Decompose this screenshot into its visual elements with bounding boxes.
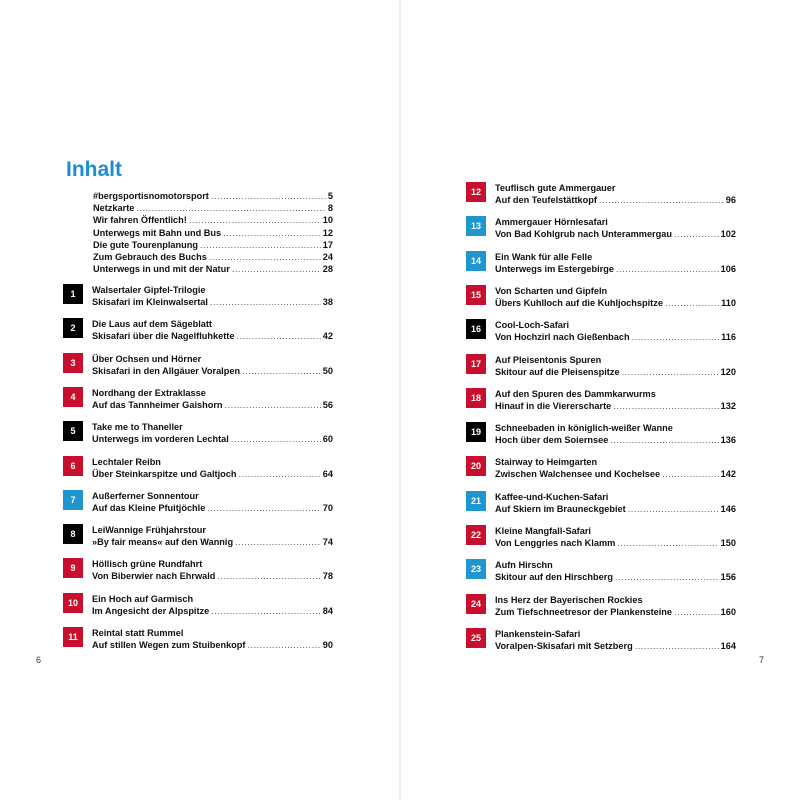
tour-number-badge: 23 bbox=[466, 559, 486, 579]
entry-title: Die gute Tourenplanung bbox=[93, 239, 198, 250]
toc-tour-entry[interactable] bbox=[466, 456, 736, 482]
tour-subtitle-line bbox=[495, 366, 736, 378]
tour-number-badge: 9 bbox=[63, 558, 83, 578]
tour-subtitle: Skisafari in den Allgäuer Voralpen bbox=[92, 365, 241, 376]
tour-subtitle-line bbox=[495, 400, 736, 412]
entry-title: #bergsportisnomotorsport bbox=[93, 191, 209, 201]
tour-title: Auf Pleisentonis Spuren bbox=[495, 354, 602, 365]
tour-page: 78 bbox=[322, 571, 333, 582]
tour-text bbox=[495, 319, 736, 343]
toc-entry[interactable] bbox=[93, 252, 333, 264]
tour-page: 146 bbox=[720, 503, 736, 514]
tour-text bbox=[495, 628, 736, 652]
tour-text bbox=[495, 182, 736, 206]
tour-number-badge: 1 bbox=[63, 284, 83, 304]
toc-entry[interactable] bbox=[93, 203, 333, 215]
tour-number-badge: 4 bbox=[63, 387, 83, 407]
tour-number-badge: 5 bbox=[63, 421, 83, 441]
entry-page: 8 bbox=[327, 203, 333, 214]
tour-text bbox=[92, 421, 333, 445]
tour-subtitle-line bbox=[92, 502, 333, 514]
tour-subtitle-line bbox=[92, 468, 333, 480]
tour-text bbox=[92, 353, 333, 377]
tour-page: 90 bbox=[322, 640, 333, 650]
tour-page: 38 bbox=[322, 297, 333, 307]
tour-subtitle-line bbox=[495, 297, 736, 309]
tour-number-badge: 24 bbox=[466, 594, 486, 614]
leader-dots bbox=[217, 570, 320, 582]
tour-number-badge: 11 bbox=[63, 627, 83, 647]
tour-subtitle: Auf stillen Wegen zum Stuibenkopf bbox=[92, 640, 246, 650]
tour-subtitle-line bbox=[495, 537, 736, 549]
toc-tour-entry[interactable] bbox=[466, 216, 736, 242]
leader-dots bbox=[610, 434, 718, 446]
tour-page: 50 bbox=[322, 365, 333, 376]
toc-tour-entry[interactable] bbox=[63, 524, 333, 550]
toc-tour-entry[interactable] bbox=[63, 627, 333, 653]
toc-tour-entry[interactable] bbox=[63, 318, 333, 344]
tour-number-badge: 21 bbox=[466, 491, 486, 511]
tour-title: Außerferner Sonnentour bbox=[92, 490, 199, 501]
tour-text bbox=[92, 558, 333, 582]
leader-dots bbox=[242, 365, 321, 377]
tour-subtitle-line bbox=[92, 570, 333, 582]
tour-subtitle-line bbox=[495, 503, 736, 515]
toc-tour-entry[interactable] bbox=[466, 525, 736, 551]
tour-page: 160 bbox=[720, 606, 736, 617]
tour-text bbox=[495, 491, 736, 515]
tour-number-badge: 7 bbox=[63, 490, 83, 510]
tour-title: Plankenstein-Safari bbox=[495, 628, 581, 639]
leader-dots bbox=[238, 468, 320, 480]
tour-text bbox=[92, 627, 333, 651]
tour-page: 70 bbox=[322, 502, 333, 513]
tour-subtitle: Auf den Teufelstättkopf bbox=[495, 195, 597, 205]
toc-entry[interactable] bbox=[93, 240, 333, 252]
leader-dots bbox=[210, 296, 321, 308]
tour-title: Lechtaler Reibn bbox=[92, 456, 161, 467]
tour-subtitle: »By fair means« auf den Wannig bbox=[92, 537, 234, 548]
tour-title: Teuflisch gute Ammergauer bbox=[495, 183, 616, 193]
toc-tour-entry[interactable] bbox=[63, 284, 333, 310]
tour-page: 84 bbox=[322, 605, 333, 616]
toc-tour-entry[interactable] bbox=[466, 285, 736, 311]
leader-dots bbox=[236, 330, 320, 342]
tour-subtitle-line bbox=[495, 640, 736, 652]
intro-list bbox=[93, 191, 333, 276]
tour-text bbox=[495, 559, 736, 583]
tour-subtitle: Hoch über dem Soiernsee bbox=[495, 435, 609, 446]
tour-subtitle-line bbox=[495, 263, 736, 275]
tour-title: Ins Herz der Bayerischen Rockies bbox=[495, 594, 643, 605]
tour-number-badge: 16 bbox=[466, 319, 486, 339]
tour-subtitle: Auf das Kleine Pfuitjöchle bbox=[92, 502, 206, 513]
tour-number-badge: 8 bbox=[63, 524, 83, 544]
tour-title: Über Ochsen und Hörner bbox=[92, 353, 202, 364]
tour-subtitle-line bbox=[495, 331, 736, 343]
tour-number-badge: 10 bbox=[63, 593, 83, 613]
entry-title: Unterwegs mit Bahn und Bus bbox=[93, 227, 222, 238]
tour-subtitle-line bbox=[92, 639, 333, 651]
tour-subtitle: Zwischen Walchensee und Kochelsee bbox=[495, 469, 661, 480]
page-number-left: 6 bbox=[36, 655, 42, 665]
toc-tour-entry[interactable] bbox=[466, 354, 736, 380]
tour-text bbox=[495, 456, 736, 480]
tour-page: 42 bbox=[322, 331, 333, 342]
tour-page: 74 bbox=[322, 537, 333, 548]
entry-title: Zum Gebrauch des Buchs bbox=[93, 251, 207, 262]
tour-subtitle-line bbox=[92, 330, 333, 342]
tour-number-badge: 6 bbox=[63, 456, 83, 476]
entry-title: Netzkarte bbox=[93, 203, 135, 214]
tour-title: Stairway to Heimgarten bbox=[495, 457, 598, 468]
tour-subtitle-line bbox=[495, 468, 736, 480]
tour-page: 96 bbox=[725, 195, 736, 205]
tour-subtitle: Voralpen-Skisafari mit Setzberg bbox=[495, 640, 633, 651]
tour-text bbox=[92, 318, 333, 342]
tour-number-badge: 20 bbox=[466, 456, 486, 476]
entry-page: 12 bbox=[322, 227, 333, 238]
leader-dots bbox=[231, 433, 321, 445]
tour-subtitle: Übers Kuhlloch auf die Kuhljochspitze bbox=[495, 297, 663, 308]
leader-dots bbox=[635, 640, 719, 652]
toc-tour-entry[interactable] bbox=[466, 491, 736, 517]
tour-subtitle: Im Angesicht der Alpspitze bbox=[92, 605, 210, 616]
entry-title: Unterwegs in und mit der Natur bbox=[93, 264, 230, 275]
tour-text bbox=[92, 524, 333, 548]
tour-text bbox=[495, 285, 736, 309]
leader-dots bbox=[674, 228, 719, 240]
tour-text bbox=[495, 216, 736, 240]
tour-number-badge: 13 bbox=[466, 216, 486, 236]
toc-tour-entry[interactable] bbox=[63, 558, 333, 584]
tour-title: Ammergauer Hörnlesafari bbox=[495, 217, 608, 228]
leader-dots bbox=[211, 605, 321, 617]
tour-text bbox=[92, 456, 333, 480]
tour-subtitle-line bbox=[92, 399, 333, 411]
tour-subtitle: Skisafari im Kleinwalsertal bbox=[92, 297, 208, 307]
tour-subtitle-line bbox=[92, 365, 333, 377]
tour-title: Von Scharten und Gipfeln bbox=[495, 285, 608, 296]
tour-subtitle: Auf Skiern im Brauneckgebiet bbox=[495, 503, 626, 514]
leader-dots bbox=[613, 400, 718, 412]
tour-subtitle: Skisafari über die Nagelfluhkette bbox=[92, 331, 235, 342]
page-gutter bbox=[399, 0, 401, 800]
entry-page: 28 bbox=[322, 264, 333, 275]
tour-page: 110 bbox=[721, 297, 736, 308]
leader-dots bbox=[665, 297, 719, 309]
tour-title: Nordhang der Extraklasse bbox=[92, 387, 206, 398]
tour-title: Take me to Thaneller bbox=[92, 422, 183, 433]
tour-subtitle: Von Hochzirl nach Gießenbach bbox=[495, 332, 630, 343]
leader-dots bbox=[232, 264, 321, 274]
toc-tour-entry[interactable] bbox=[63, 456, 333, 482]
leader-dots bbox=[209, 252, 321, 262]
leader-dots bbox=[615, 571, 719, 583]
tour-text bbox=[495, 251, 736, 275]
tour-text bbox=[92, 593, 333, 617]
tour-page: 60 bbox=[322, 434, 333, 445]
tour-number-badge: 22 bbox=[466, 525, 486, 545]
tour-subtitle: Skitour auf die Pleisenspitze bbox=[495, 366, 620, 377]
tour-page: 150 bbox=[720, 538, 736, 548]
tour-title: Walsertaler Gipfel-Trilogie bbox=[92, 285, 206, 295]
tour-text bbox=[495, 354, 736, 378]
entry-page: 10 bbox=[322, 215, 333, 226]
tour-subtitle: Auf das Tannheimer Gaishorn bbox=[92, 399, 223, 410]
tour-page: 132 bbox=[720, 400, 736, 411]
toc-tour-entry[interactable] bbox=[466, 559, 736, 585]
toc-tour-entry[interactable] bbox=[466, 388, 736, 414]
tour-title: Reintal statt Rummel bbox=[92, 628, 184, 638]
tour-page: 106 bbox=[720, 263, 736, 274]
toc-tour-entry[interactable] bbox=[466, 251, 736, 277]
tour-text bbox=[92, 490, 333, 514]
tour-page: 116 bbox=[721, 332, 736, 343]
toc-tour-entry[interactable] bbox=[466, 422, 736, 448]
entry-page: 5 bbox=[327, 191, 333, 201]
tour-text bbox=[495, 594, 736, 618]
tour-subtitle: Hinauf in die Viererscharte bbox=[495, 400, 612, 411]
tour-title: Kleine Mangfall-Safari bbox=[495, 526, 591, 536]
entry-page: 24 bbox=[322, 251, 333, 262]
tour-page: 142 bbox=[720, 469, 736, 480]
tour-subtitle-line bbox=[495, 434, 736, 446]
tour-title: Aufn Hirschn bbox=[495, 560, 553, 571]
entry-page: 17 bbox=[322, 239, 333, 250]
leader-dots bbox=[628, 503, 719, 515]
tour-subtitle: Von Lenggries nach Klamm bbox=[495, 538, 616, 548]
toc-tour-entry[interactable] bbox=[466, 182, 736, 208]
leader-dots bbox=[247, 639, 320, 651]
tour-text bbox=[92, 284, 333, 308]
tour-subtitle-line bbox=[495, 194, 736, 206]
toc-tour-entry[interactable] bbox=[63, 593, 333, 619]
tour-title: Auf den Spuren des Dammkarwurms bbox=[495, 388, 656, 399]
tour-subtitle-line bbox=[495, 606, 736, 618]
tour-number-badge: 12 bbox=[466, 182, 486, 202]
tour-subtitle: Unterwegs im Estergebirge bbox=[495, 263, 614, 274]
tour-title: Ein Wank für alle Felle bbox=[495, 251, 593, 262]
tour-page: 156 bbox=[720, 572, 736, 583]
leader-dots bbox=[599, 194, 724, 206]
leader-dots bbox=[632, 331, 720, 343]
tour-title: Kaffee-und-Kuchen-Safari bbox=[495, 491, 609, 502]
tour-number-badge: 3 bbox=[63, 353, 83, 373]
leader-dots bbox=[223, 228, 321, 238]
toc-tour-entry[interactable] bbox=[466, 319, 736, 345]
tour-subtitle-line bbox=[495, 571, 736, 583]
tour-subtitle-line bbox=[92, 605, 333, 617]
tour-subtitle: Von Biberwier nach Ehrwald bbox=[92, 571, 216, 582]
leader-dots bbox=[207, 502, 320, 514]
tour-number-badge: 2 bbox=[63, 318, 83, 338]
tour-subtitle: Von Bad Kohlgrub nach Unterammergau bbox=[495, 229, 672, 240]
tour-subtitle: Zum Tiefschneetresor der Plankensteine bbox=[495, 606, 673, 617]
toc-entry[interactable] bbox=[93, 191, 333, 203]
tour-text bbox=[495, 525, 736, 549]
leader-dots bbox=[235, 536, 321, 548]
tour-subtitle-line bbox=[92, 296, 333, 308]
leader-dots bbox=[674, 606, 719, 618]
leader-dots bbox=[662, 468, 719, 480]
toc-entry[interactable] bbox=[93, 228, 333, 240]
tour-title: Cool-Loch-Safari bbox=[495, 320, 570, 331]
tour-title: Schneebaden in königlich-weißer Wanne bbox=[495, 423, 673, 434]
tour-number-badge: 18 bbox=[466, 388, 486, 408]
tour-page: 120 bbox=[720, 366, 736, 377]
tour-page: 164 bbox=[720, 640, 736, 651]
tour-number-badge: 15 bbox=[466, 285, 486, 305]
toc-entry[interactable] bbox=[93, 264, 333, 276]
leader-dots bbox=[189, 215, 321, 225]
tour-title: Ein Hoch auf Garmisch bbox=[92, 593, 194, 604]
tour-subtitle-line bbox=[92, 536, 333, 548]
toc-tour-entry[interactable] bbox=[63, 387, 333, 413]
tour-number-badge: 14 bbox=[466, 251, 486, 271]
tour-subtitle: Skitour auf den Hirschberg bbox=[495, 572, 613, 583]
leader-dots bbox=[200, 240, 321, 250]
toc-tour-entry[interactable] bbox=[63, 490, 333, 516]
tour-text bbox=[495, 422, 736, 446]
leader-dots bbox=[211, 191, 326, 201]
toc-tour-entry[interactable] bbox=[466, 594, 736, 620]
page-title: Inhalt bbox=[66, 158, 122, 181]
tour-text bbox=[495, 388, 736, 412]
leader-dots bbox=[622, 366, 719, 378]
tour-subtitle-line bbox=[92, 433, 333, 445]
tour-number-badge: 19 bbox=[466, 422, 486, 442]
toc-tour-entry[interactable] bbox=[63, 353, 333, 379]
entry-title: Wir fahren Öffentlich! bbox=[93, 215, 187, 226]
toc-entry[interactable] bbox=[93, 215, 333, 227]
tour-page: 64 bbox=[322, 468, 333, 479]
tour-title: Höllisch grüne Rundfahrt bbox=[92, 559, 203, 570]
toc-tour-entry[interactable] bbox=[63, 421, 333, 447]
tour-page: 102 bbox=[720, 229, 736, 240]
tour-page: 56 bbox=[322, 399, 333, 410]
tour-subtitle: Unterwegs im vorderen Lechtal bbox=[92, 434, 229, 445]
tour-number-badge: 25 bbox=[466, 628, 486, 648]
tour-title: Die Laus auf dem Sägeblatt bbox=[92, 319, 212, 330]
tour-subtitle: Über Steinkarspitze und Galtjoch bbox=[92, 468, 237, 479]
toc-tour-entry[interactable] bbox=[466, 628, 736, 654]
leader-dots bbox=[225, 399, 321, 411]
tour-subtitle-line bbox=[495, 228, 736, 240]
tour-page: 136 bbox=[720, 435, 736, 446]
leader-dots bbox=[136, 203, 326, 213]
leader-dots bbox=[617, 537, 718, 549]
tour-text bbox=[92, 387, 333, 411]
tour-title: LeiWannige Frühjahrstour bbox=[92, 525, 206, 536]
page-number-right: 7 bbox=[759, 655, 765, 665]
leader-dots bbox=[616, 263, 719, 275]
tour-number-badge: 17 bbox=[466, 354, 486, 374]
